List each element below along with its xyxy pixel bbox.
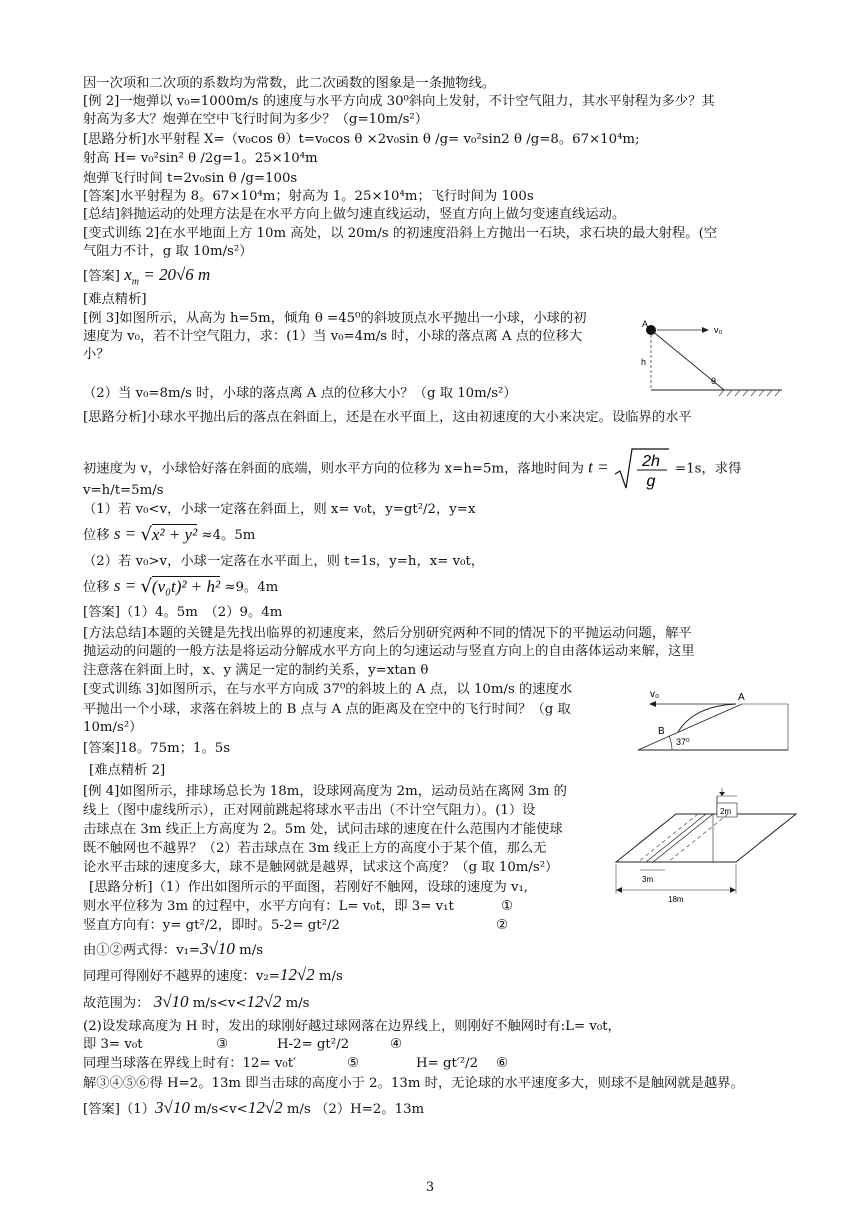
displacement-1: 位移 s = √x² + y² ≈4。5m bbox=[83, 523, 256, 545]
svg-text:2m: 2m bbox=[720, 807, 732, 816]
svg-text:18m: 18m bbox=[668, 895, 684, 904]
text-line: 10m/s²） bbox=[83, 720, 143, 735]
velocity-range: 故范围为： 3√10 m/s<v<12√2 m/s bbox=[83, 992, 310, 1011]
page-number: 3 bbox=[425, 1180, 435, 1195]
text-line: 速度为 v₀，若不计空气阻力，求：(1）当 v₀=4m/s 时，小球的落点离 A 点的位移大 bbox=[83, 329, 583, 344]
example-2-question: [例 2]一炮弹以 v₀=1000m/s 的速度与水平方向成 30⁰斜向上发射，不计空气阻力，其水平射程为多少？其 bbox=[83, 94, 715, 109]
sqrt-fraction bbox=[613, 446, 671, 492]
text-line: 既不触网也不越界？（2）若击球点在 3m 线正上方的高度小于某个值，那么无 bbox=[83, 841, 547, 856]
svg-text:v₀: v₀ bbox=[650, 689, 660, 700]
svg-text:37⁰: 37⁰ bbox=[676, 737, 690, 747]
analysis-4: [思路分析]（1）作出如图所示的平面图，若刚好不触网，设球的速度为 v₁, bbox=[89, 880, 529, 895]
svg-text:3m: 3m bbox=[642, 875, 654, 884]
answer-variation-3: [答案]18。75m；1。5s bbox=[83, 741, 231, 756]
svg-text:2h: 2h bbox=[641, 453, 660, 470]
example-4-question: [例 4]如图所示，排球场总长为 18m，设球网高度为 2m，运动员站在离网 3m 的 bbox=[83, 784, 567, 799]
answer-2: [答案]水平射程为 8。67×10⁴m；射高为 1。25×10⁴m；飞行时间为 100s bbox=[83, 189, 534, 204]
analysis-3: [思路分析]小球水平抛出后的落点在斜面上，还是在水平面上，这由初速度的大小来决定。设临界的水平 bbox=[83, 410, 692, 425]
text-line: 论水平击球的速度多大，球不是触网就是越界，试求这个高度？（g 取 10m/s²） bbox=[83, 860, 559, 875]
displacement-2: 位移 s = √(v₀t)² + h² ≈9。4m bbox=[83, 575, 279, 597]
text-line: 射高为多大？炮弹在空中飞行时间为多少？（g=10m/s²） bbox=[83, 112, 429, 127]
svg-text:g: g bbox=[646, 473, 656, 490]
text-line: 小？ bbox=[83, 347, 110, 362]
svg-text:h: h bbox=[641, 357, 647, 367]
text-line: 炮弹飞行时间 t=2v₀sin θ /g=100s bbox=[83, 171, 298, 186]
answer-3: [答案]（1）4。5m （2）9。4m bbox=[83, 605, 283, 620]
v1-result: 由①②两式得：v₁=3√10 m/s bbox=[83, 939, 264, 958]
svg-text:A: A bbox=[642, 319, 649, 329]
part-2-solution: 解③④⑤⑥得 H=2。13m 即当击球的高度小于 2。13m 时，无论球的水平速度多大，则球不是触网就是越界。 bbox=[83, 1076, 744, 1091]
case-2: （2）若 v₀>v，小球一定落在水平面上，则 t=1s，y=h，x= v₀t， bbox=[83, 554, 485, 569]
equation-1: 则水平位移为 3m 的过程中，水平方向有：L= v₀t，即 3= v₁t ① bbox=[83, 899, 513, 914]
svg-text:B: B bbox=[658, 726, 665, 737]
summary-2: [总结]斜抛运动的处理方法是在水平方向上做匀速直线运动，竖直方向上做匀变速直线运动。 bbox=[83, 207, 626, 222]
text-line: 气阻力不计，g 取 10m/s²） bbox=[83, 244, 253, 259]
text-line: v=h/t=5m/s bbox=[83, 483, 164, 498]
v2-result: 同理可得刚好不越界的速度：v₂=12√2 m/s bbox=[83, 965, 343, 984]
equation-2: 竖直方向有：y= gt²/2，即时。5-2= gt²/2 ② bbox=[83, 918, 508, 933]
figure-volleyball-court bbox=[600, 786, 800, 916]
text-line: 抛运动的问题的一般方法是将运动分解成水平方向上的匀速运动与竖直方向上的自由落体运动来解，这里 bbox=[83, 644, 695, 659]
equations-3-4: 即 3= v₀t ③ H-2= gt²/2 ④ bbox=[83, 1037, 402, 1052]
answer-variation-2: [答案] $x_m = 20√6$ m bbox=[83, 265, 211, 288]
svg-text:A: A bbox=[738, 692, 745, 703]
variation-3: [变式训练 3]如图所示，在与水平方向成 37⁰的斜坡上的 A 点，以 10m/s 的速度水 bbox=[83, 682, 573, 697]
text-line: 平抛出一个小球，求落在斜坡上的 B 点与 A 点的距离及在空中的飞行时间？（g 取 bbox=[83, 702, 571, 717]
text-line: 注意落在斜面上时，x、y 满足一定的制约关系，y=xtan θ bbox=[83, 663, 429, 678]
answer-4: [答案]（1）3√10 m/s<v<12√2 m/s （2）H=2。13m bbox=[83, 1098, 425, 1117]
difficult-point-heading: [难点精析] bbox=[83, 292, 147, 307]
example-3-question: [例 3]如图所示，从高为 h=5m，倾角 θ =45⁰的斜坡顶点水平抛出一小球，小球的初 bbox=[83, 311, 587, 326]
part-2-setup: (2)设发球高度为 H 时，发出的球刚好越过球网落在边界线上，则刚好不触网时有:L= v₀t， bbox=[83, 1019, 621, 1034]
method-summary: [方法总结]本题的关键是先找出临界的初速度来，然后分别研究两种不同的情况下的平抛运动问题，解平 bbox=[83, 626, 692, 641]
figure-slope-projectile bbox=[640, 318, 790, 400]
difficult-point-2-heading: [难点精析 2] bbox=[89, 763, 166, 778]
case-1: （1）若 v₀<v，小球一定落在斜面上，则 x= v₀t，y=gt²/2，y=x bbox=[83, 502, 476, 517]
text-line: （2）当 v₀=8m/s 时，小球的落点离 A 点的位移大小？（g 取 10m/s²） bbox=[83, 386, 517, 401]
svg-text:v₀: v₀ bbox=[714, 325, 723, 335]
analysis-2: [思路分析]水平射程 X=（v₀cos θ）t=v₀cos θ ×2v₀sin θ /g= v₀²sin2 θ /g=8。67×10⁴m; bbox=[83, 132, 640, 147]
figure-37-slope bbox=[632, 682, 790, 756]
variation-2: [变式训练 2]在水平地面上方 10m 高处，以 20m/s 的初速度沿斜上方抛出一石块，求石块的最大射程。(空 bbox=[83, 226, 718, 241]
svg-text:θ: θ bbox=[711, 376, 717, 386]
text-line: 线上（图中虚线所示），正对网前跳起将球水平击出（不计空气阻力）。(1）设 bbox=[83, 803, 536, 818]
fall-time-line: 初速度为 v，小球恰好落在斜面的底端，则水平方向的位移为 x=h=5m，落地时间为 t = 2h g =1s，求得 bbox=[83, 446, 741, 492]
text-line: 因一次项和二次项的系数均为常数，此二次函数的图象是一条抛物线。 bbox=[83, 76, 496, 91]
equations-5-6: 同理当球落在界线上时有：12= v₀t′ ⑤ H= gt′²/2 ⑥ bbox=[83, 1056, 508, 1071]
text-line: 击球点在 3m 线正上方高度为 2。5m 处，试问击球的速度在什么范围内才能使球 bbox=[83, 822, 563, 837]
text-line: 射高 H= v₀²sin² θ /2g=1。25×10⁴m bbox=[83, 151, 318, 166]
